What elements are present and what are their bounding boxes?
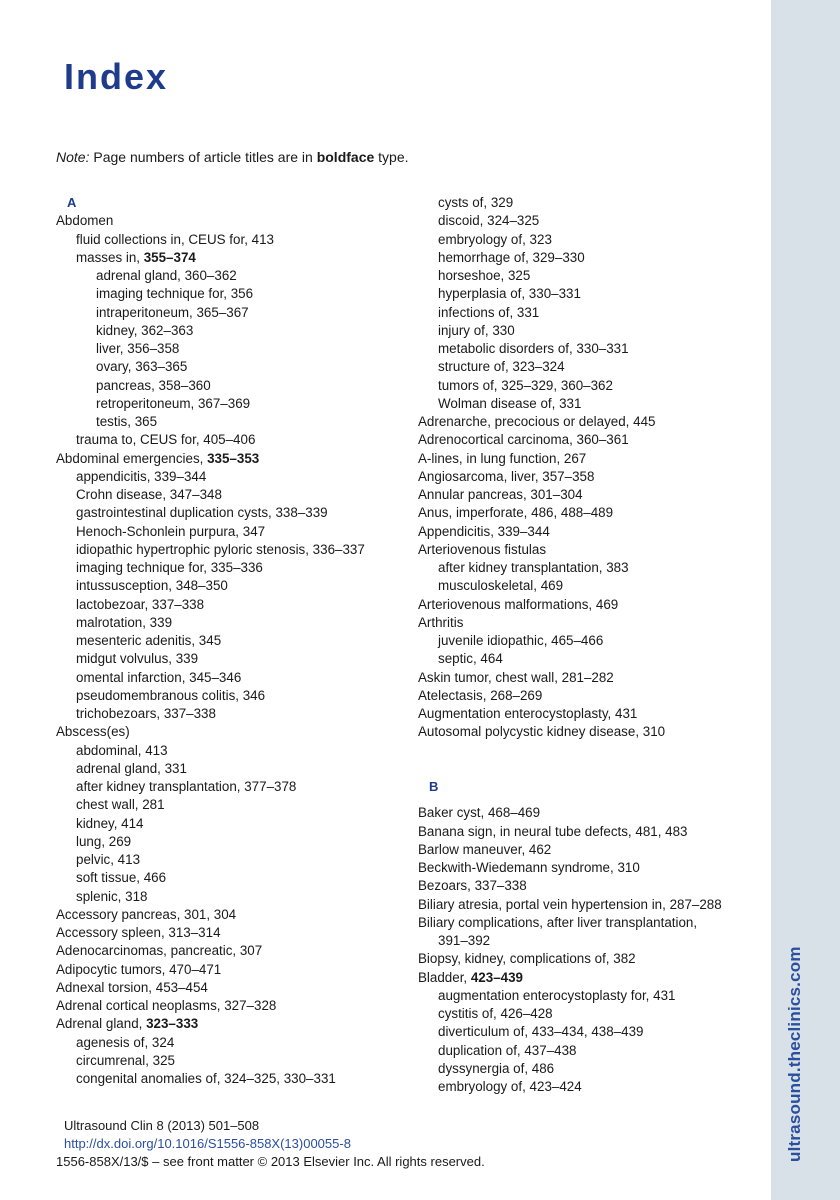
entry-text: Adipocytic tumors, 470–471 [56,961,222,977]
index-entry [56,450,416,468]
index-column-right [418,194,763,1096]
entry-text: retroperitoneum, 367–369 [96,395,251,411]
index-entry [418,194,763,212]
index-entry [56,577,416,595]
rights-statement: 1556-858X/13/$ – see front matter © 2013 Elsevier Inc. All rights reserved. [56,1154,485,1169]
entry-text: pancreas, 358–360 [96,377,211,393]
entry-text: intraperitoneum, 365–367 [96,304,249,320]
entry-text: lactobezoar, 337–338 [76,596,205,612]
entry-text: Appendicitis, 339–344 [418,523,550,539]
entry-text: soft tissue, 466 [76,870,167,886]
entry-text: Biopsy, kidney, complications of, 382 [418,951,636,967]
entry-text: Baker cyst, 468–469 [418,805,541,821]
index-entry [418,523,763,541]
entry-text: Augmentation enterocystoplasty, 431 [418,706,638,721]
section-spacer [418,796,763,804]
entry-text: Arthritis [418,614,464,630]
index-entry [56,742,416,760]
index-entry [56,486,416,504]
index-entry [418,1023,763,1041]
index-entry [418,932,763,950]
index-entry [56,760,416,778]
entry-text: fluid collections in, CEUS for, 413 [76,231,274,247]
index-entry [418,413,763,431]
index-entry [418,450,763,468]
page-title: Index [64,56,169,97]
side-band [771,0,840,1200]
entry-text: Adnexal torsion, 453–454 [56,979,208,995]
index-entry [418,304,763,322]
index-entry [56,687,416,705]
index-entry [418,267,763,285]
index-entry [56,285,416,303]
entry-text: horseshoe, 325 [438,268,531,283]
index-entry [56,888,416,906]
index-entry [56,358,416,376]
index-entry [56,833,416,851]
entry-text: discoid, 324–325 [438,213,540,229]
index-entry [418,559,763,577]
entry-text: dyssynergia of, 486 [438,1060,555,1076]
entry-text: lung, 269 [76,833,132,849]
note-text: Page numbers of article titles are in [93,149,313,165]
entry-text: juvenile idiopathic, 465–466 [438,633,604,648]
index-entry [56,395,416,413]
index-entry [418,859,763,877]
entry-text: Abdomen [56,213,114,229]
index-entry [56,851,416,869]
entry-text: Anus, imperforate, 486, 488–489 [418,505,614,521]
entry-text: imaging technique for, 335–336 [76,560,263,575]
entry-text: midgut volvulus, 339 [76,651,199,667]
index-entry [418,285,763,303]
index-entry [56,559,416,577]
note-bold-word: boldface [316,149,375,165]
entry-text: hyperplasia of, 330–331 [438,286,581,302]
entry-text: cysts of, 329 [438,195,514,210]
index-entry [56,596,416,614]
section-spacer [418,742,763,760]
entry-text: duplication of, 437–438 [438,1042,577,1058]
entry-text: malrotation, 339 [76,614,173,630]
entry-text: Barlow maneuver, 462 [418,841,552,857]
entry-text: hemorrhage of, 329–330 [438,249,585,265]
entry-text: Accessory spleen, 313–314 [56,925,221,940]
citation: Ultrasound Clin 8 (2013) 501–508 [64,1118,260,1133]
index-entry [418,249,763,267]
entry-text: appendicitis, 339–344 [76,468,207,484]
index-entry [56,650,416,668]
entry-text: Arteriovenous fistulas [418,541,547,557]
index-entry [418,669,763,687]
index-column-left [56,194,416,1088]
index-entry [56,267,416,285]
entry-text: Adrenal gland, [56,1016,147,1032]
entry-text: omental infarction, 345–346 [76,669,242,685]
entry-text: congenital anomalies of, 324–325, 330–331 [76,1071,336,1086]
entry-text: adrenal gland, 331 [76,760,187,776]
index-entry [56,815,416,833]
index-entry [418,614,763,632]
entry-text: Banana sign, in neural tube defects, 481, 483 [418,823,688,839]
index-entry [418,1005,763,1023]
entry-text: Bezoars, 337–338 [418,878,527,894]
entry-text: Adrenarche, precocious or delayed, 445 [418,414,656,429]
entry-text: embryology of, 323 [438,231,552,247]
entry-text: musculoskeletal, 469 [438,578,564,594]
index-entry [56,924,416,942]
index-entry [418,504,763,522]
index-entry [56,705,416,723]
index-entry [56,796,416,814]
index-entry [418,1060,763,1078]
entry-pages-bold: 335–353 [207,450,260,466]
index-entry [418,914,763,932]
index-entry [56,340,416,358]
index-entry [418,596,763,614]
index-entry [418,1042,763,1060]
index-entry [418,987,763,1005]
entry-text: diverticulum of, 433–434, 438–439 [438,1024,644,1040]
entry-text: agenesis of, 324 [76,1034,175,1050]
index-entry [56,669,416,687]
index-entry [56,997,416,1015]
entry-text: septic, 464 [438,651,503,667]
entry-text: splenic, 318 [76,888,148,904]
entry-text: injury of, 330 [438,322,515,338]
entry-text: kidney, 362–363 [96,322,194,338]
index-note [56,149,409,165]
index-entry [418,377,763,395]
section-letter: A [67,195,77,210]
entry-text: abdominal, 413 [76,742,168,758]
entry-text: adrenal gland, 360–362 [96,268,237,283]
entry-text: liver, 356–358 [96,341,180,356]
index-entry [418,650,763,668]
entry-text: trauma to, CEUS for, 405–406 [76,432,256,448]
entry-text: tumors of, 325–329, 360–362 [438,377,613,393]
entry-text: structure of, 323–324 [438,359,565,375]
index-entry [56,431,416,449]
entry-text: Wolman disease of, 331 [438,395,582,411]
entry-text: chest wall, 281 [76,797,165,813]
entry-text: pseudomembranous colitis, 346 [76,687,266,703]
doi-link[interactable]: http://dx.doi.org/10.1016/S1556-858X(13)00055-8 [64,1136,351,1151]
entry-text: intussusception, 348–350 [76,578,228,594]
index-entry [56,979,416,997]
index-entry [418,212,763,230]
index-entry [418,577,763,595]
entry-text: Askin tumor, chest wall, 281–282 [418,669,614,685]
entry-text: Adrenal cortical neoplasms, 327–328 [56,998,277,1013]
footer [56,1117,485,1171]
entry-text: idiopathic hypertrophic pyloric stenosis, 336–337 [76,541,365,557]
entry-pages-bold: 423–439 [470,969,523,985]
index-entry [56,961,416,979]
entry-text: Abscess(es) [56,724,130,740]
index-entry [56,322,416,340]
entry-text: pelvic, 413 [76,852,141,867]
section-letter: B [429,779,439,794]
index-entry [418,632,763,650]
index-entry [56,541,416,559]
index-entry [56,1052,416,1070]
entry-text: A-lines, in lung function, 267 [418,450,587,466]
index-entry [418,431,763,449]
entry-text: circumrenal, 325 [76,1052,175,1068]
entry-text: Biliary atresia, portal vein hypertension in, 287–288 [418,896,722,912]
index-entry [56,1015,416,1033]
index-entry [56,231,416,249]
index-entry [418,804,763,822]
index-entry [418,687,763,705]
index-entry [56,468,416,486]
entry-text: Annular pancreas, 301–304 [418,487,583,502]
note-label: Note: [56,149,90,165]
entry-text: Adenocarcinomas, pancreatic, 307 [56,943,263,959]
entry-text: ovary, 363–365 [96,359,188,375]
entry-text: Biliary complications, after liver transplantation, [418,914,698,930]
entry-text: metabolic disorders of, 330–331 [438,341,629,356]
index-entry [418,541,763,559]
index-entry [56,1070,416,1088]
index-entry [56,377,416,395]
index-entry [56,723,416,741]
entry-text: Angiosarcoma, liver, 357–358 [418,468,595,484]
entry-text: masses in, [76,249,144,265]
entry-text: infections of, 331 [438,304,540,320]
entry-text: Bladder, [418,969,471,985]
index-entry [418,395,763,413]
entry-text: Abdominal emergencies, [56,450,208,466]
index-entry [418,896,763,914]
index-entry [56,614,416,632]
entry-text: gastrointestinal duplication cysts, 338–339 [76,505,328,521]
index-entry [56,869,416,887]
index-entry [418,231,763,249]
index-entry [418,877,763,895]
index-entry [418,340,763,358]
index-entry [418,468,763,486]
entry-text: augmentation enterocystoplasty for, 431 [438,987,676,1003]
index-entry [56,249,416,267]
index-entry [56,504,416,522]
index-entry [56,523,416,541]
index-entry [418,705,763,723]
index-entry [418,950,763,968]
entry-text: embryology of, 423–424 [438,1079,582,1094]
index-entry [56,304,416,322]
entry-text: testis, 365 [96,414,158,429]
section-spacer [418,760,763,778]
index-entry [56,778,416,796]
journal-url[interactable]: ultrasound.theclinics.com [785,946,804,1162]
index-entry [418,358,763,376]
index-entry [418,841,763,859]
entry-text: Accessory pancreas, 301, 304 [56,906,237,922]
entry-text: imaging technique for, 356 [96,286,254,302]
index-entry [418,322,763,340]
note-text-end: type. [378,149,409,165]
entry-text: 391–392 [438,933,491,948]
entry-pages-bold: 355–374 [143,249,196,265]
entry-text: Autosomal polycystic kidney disease, 310 [418,724,666,740]
entry-text: Beckwith-Wiedemann syndrome, 310 [418,860,640,875]
index-entry [56,1034,416,1052]
index-entry [418,1078,763,1096]
entry-text: Crohn disease, 347–348 [76,487,222,502]
index-entry [56,413,416,431]
index-entry [56,212,416,230]
entry-text: Arteriovenous malformations, 469 [418,596,619,612]
index-entry [418,486,763,504]
entry-text: trichobezoars, 337–338 [76,706,216,721]
entry-text: after kidney transplantation, 377–378 [76,779,297,794]
entry-pages-bold: 323–333 [146,1016,199,1032]
entry-text: kidney, 414 [76,815,144,831]
index-entry [56,906,416,924]
entry-text: Henoch-Schonlein purpura, 347 [76,523,266,539]
entry-text: Adrenocortical carcinoma, 360–361 [418,432,629,448]
index-entry [56,632,416,650]
entry-text: mesenteric adenitis, 345 [76,633,222,648]
entry-text: Atelectasis, 268–269 [418,687,543,703]
index-entry [418,823,763,841]
index-entry [418,969,763,987]
entry-text: cystitis of, 426–428 [438,1006,553,1021]
index-entry [418,723,763,741]
index-entry [56,942,416,960]
entry-text: after kidney transplantation, 383 [438,560,629,575]
